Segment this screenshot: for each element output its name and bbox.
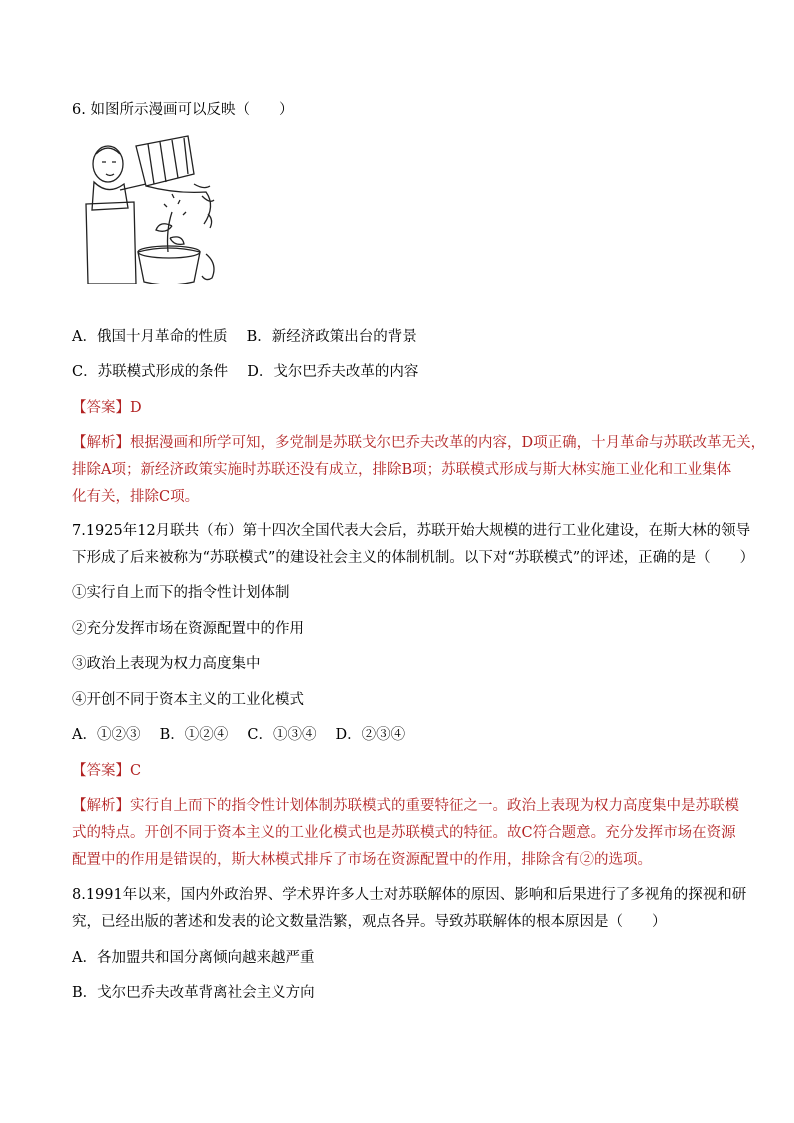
q6-stem: 6. 如图所示漫画可以反映（ ）: [72, 102, 294, 118]
q6-options-line-2: C．苏联模式形成的条件 D．戈尔巴乔夫改革的内容: [72, 364, 419, 380]
q7-stem-line-1: 7.1925年12月联共（布）第十四次全国代表大会后，苏联开始大规模的进行工业化建设，在斯大林的领导: [72, 523, 751, 539]
q8-option-b: B．戈尔巴乔夫改革背离社会主义方向: [72, 985, 315, 1001]
cartoon-image: [76, 134, 226, 284]
q6-options-line-1: A．俄国十月革命的性质 B．新经济政策出台的背景: [72, 329, 417, 345]
q7-item-2: ②充分发挥市场在资源配置中的作用: [72, 621, 304, 637]
q8-stem-line-1: 8.1991年以来，国内外政治界、学术界许多人士对苏联解体的原因、影响和后果进行了多视角的探视和研: [72, 887, 747, 903]
q6-analysis-line-2: 排除A项；新经济政策实施时苏联还没有成立，排除B项；苏联模式形成与斯大林实施工业化和工业集体: [72, 462, 732, 478]
q7-answer: 【答案】C: [72, 763, 142, 779]
q7-analysis-line-2: 式的特点。开创不同于资本主义的工业化模式也是苏联模式的特征。故C符合题意。充分发挥市场在资源: [72, 825, 736, 841]
q7-item-4: ④开创不同于资本主义的工业化模式: [72, 692, 304, 708]
q7-item-3: ③政治上表现为权力高度集中: [72, 656, 261, 672]
q6-analysis-line-1: 【解析】根据漫画和所学可知，多党制是苏联戈尔巴乔夫改革的内容，D项正确，十月革命与苏联改革无关，: [72, 435, 766, 451]
q7-analysis-line-3: 配置中的作用是错误的，斯大林模式排斥了市场在资源配置中的作用，排除含有②的选项。: [72, 852, 652, 868]
q7-item-1: ①实行自上而下的指令性计划体制: [72, 585, 290, 601]
q8-option-a: A．各加盟共和国分离倾向越来越严重: [72, 950, 315, 966]
q7-options: A．①②③ B．①②④ C．①③④ D．②③④: [72, 727, 406, 743]
q7-stem-line-2: 下形成了后来被称为“苏联模式”的建设社会主义的体制机制。以下对“苏联模式”的评述，正确的是（ ）: [72, 550, 755, 566]
q6-analysis-line-3: 化有关，排除C项。: [72, 489, 200, 505]
q6-answer: 【答案】D: [72, 400, 142, 416]
q7-analysis-line-1: 【解析】实行自上而下的指令性计划体制苏联模式的重要特征之一。政治上表现为权力高度集中是苏联模: [72, 798, 739, 814]
q8-stem-line-2: 究，已经出版的著述和发表的论文数量浩繁，观点各异。导致苏联解体的根本原因是（ ）: [72, 914, 667, 930]
